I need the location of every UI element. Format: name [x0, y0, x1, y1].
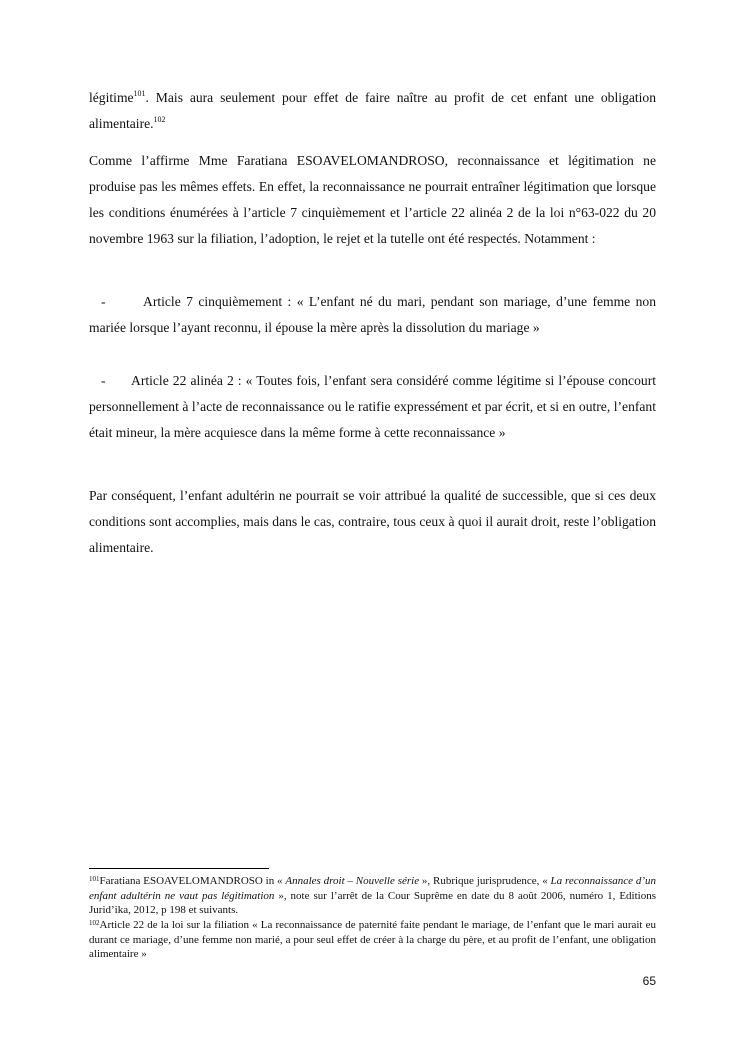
footnote-101: [89, 874, 656, 918]
bullet-text: Article 22 alinéa 2 : « Toutes fois, l’enfant sera considéré comme légitime si l’épouse concourt personnellement à l’acte de reconnaissance ou le ratifie expressément et par écrit, et si en outre, l’enfant était mineur, la mère acquiesce dans la même forme à cette reconnaissance »: [89, 373, 656, 440]
paragraph-text: Par conséquent, l’enfant adultérin ne pourrait se voir attribué la qualité de successible, que si ces deux conditions sont accomplies, mais dans le cas, contraire, tous ceux à quoi il aurait droit, reste l’obligation alimentaire.: [89, 488, 656, 555]
footnote-number: 101: [89, 875, 100, 883]
bullet-text: Article 7 cinquièmement : « L’enfant né du mari, pendant son mariage, d’une femme non mariée lorsque l’ayant reconnu, il épouse la mère après la dissolution du mariage »: [89, 294, 656, 335]
bullet-article-22: [89, 368, 656, 446]
footnote-text: Article 22 de la loi sur la filiation « La reconnaissance de paternité faite pendant le mariage, de l’enfant que le mari aurait eu durant ce mariage, d’une femme non marié, a pour seul effet de créer à la charge du père, et au profit de l’enfant, une obligation alimentaire »: [89, 919, 656, 960]
footnote-ref-102[interactable]: 102: [153, 115, 166, 124]
paragraph-par-consequent: [89, 483, 656, 561]
bullet-article-7: [89, 289, 656, 341]
bullet-dash: -: [101, 294, 106, 309]
footnote-text: », note sur l’arrêt de la Cour Suprême en date du 8 août 2006, numéro 1, Editions Jurid’ika, 2012, p 198 et suivants.: [89, 889, 656, 916]
paragraph-text: . Mais aura seulement pour effet de faire naître au profit de cet enfant une obligation alimentaire.: [89, 90, 656, 131]
footnote-102: [89, 918, 656, 962]
paragraph-text: légitime: [89, 90, 134, 105]
footnote-text: », Rubrique jurisprudence, «: [419, 875, 551, 887]
footnote-separator: [89, 868, 269, 869]
footnote-text: Faratiana ESOAVELOMANDROSO in «: [99, 875, 286, 887]
page-number: 65: [642, 974, 656, 988]
footnote-number: 102: [89, 919, 100, 927]
paragraph-legitime: [89, 85, 656, 137]
paragraph-text: Comme l’affirme Mme Faratiana ESOAVELOMANDROSO, reconnaissance et légitimation ne produise pas les mêmes effets. En effet, la reconnaissance ne pourrait entraîner légitimation que lorsque les conditions énumérées à l’article 7 cinquièmement et l’article 22 alinéa 2 de la loi n°63-022 du 20 novembre 1963 sur la filiation, l’adoption, le rejet et la tutelle ont été respectés. Notamment :: [89, 153, 656, 246]
footnote-ref-101[interactable]: 101: [133, 89, 146, 98]
footnote-italic-title: La reconnaissance d’un enfant adultérin ne vaut pas légitimation: [89, 875, 656, 902]
footnote-italic-title: Annales droit – Nouvelle série: [285, 875, 420, 887]
paragraph-comme-laffirme: [89, 148, 656, 252]
bullet-dash: -: [101, 373, 106, 388]
